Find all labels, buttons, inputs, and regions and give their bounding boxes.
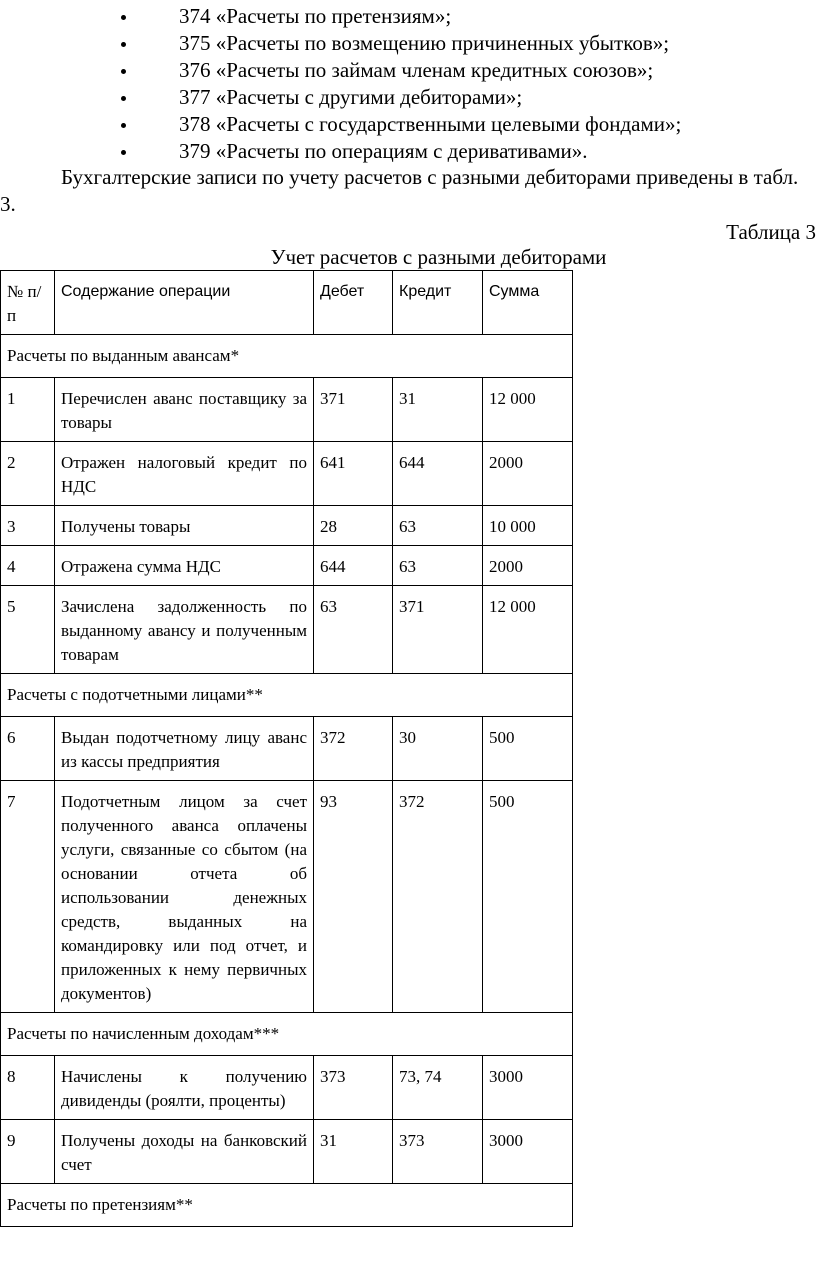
intro-paragraph: Бухгалтерские записи по учету расчетов с разными дебиторами приведены в табл. 3.	[0, 165, 799, 216]
header-num: № п/п	[1, 271, 55, 335]
cell-content: Получены товары	[55, 506, 314, 546]
cell-debit: 371	[314, 378, 393, 442]
table-row	[1, 1056, 573, 1120]
header-debit: Дебет	[314, 271, 393, 335]
settlements-table	[0, 270, 573, 1227]
table-row	[1, 781, 573, 1013]
cell-content: Выдан подотчетному лицу аванс из кассы предприятия	[55, 717, 314, 781]
cell-debit: 93	[314, 781, 393, 1013]
bullet-dot-icon	[121, 69, 126, 74]
bullet-dot-icon	[121, 42, 126, 47]
cell-credit: 63	[393, 506, 483, 546]
cell-credit: 63	[393, 546, 483, 586]
cell-debit: 63	[314, 586, 393, 674]
list-item: 374 «Расчеты по претензиям»;	[0, 3, 816, 30]
cell-content: Начислены к получению дивиденды (роялти, проценты)	[55, 1056, 314, 1120]
table-row	[1, 586, 573, 674]
table-row	[1, 546, 573, 586]
header-content: Содержание операции	[55, 271, 314, 335]
header-credit: Кредит	[393, 271, 483, 335]
group-row	[1, 335, 573, 378]
cell-sum: 2000	[483, 442, 573, 506]
cell-sum: 2000	[483, 546, 573, 586]
table-row	[1, 506, 573, 546]
cell-content: Подотчетным лицом за счет полученного аванса оплачены услуги, связанные со сбытом (на основании отчета об использовании денежных средств, выданных на командировку или под отчет, и приложенных к нему первичных документов)	[55, 781, 314, 1013]
cell-content: Перечислен аванс поставщику за товары	[55, 378, 314, 442]
group-title: Расчеты с подотчетными лицами**	[1, 674, 573, 717]
table-row	[1, 1120, 573, 1184]
cell-sum: 3000	[483, 1120, 573, 1184]
table-caption: Таблица 3	[726, 220, 816, 244]
cell-debit: 28	[314, 506, 393, 546]
table-row	[1, 378, 573, 442]
cell-num: 2	[1, 442, 55, 506]
cell-num: 6	[1, 717, 55, 781]
cell-num: 1	[1, 378, 55, 442]
list-item: 375 «Расчеты по возмещению причиненных убытков»;	[0, 30, 816, 57]
group-row	[1, 674, 573, 717]
list-item: 376 «Расчеты по займам членам кредитных союзов»;	[0, 57, 816, 84]
cell-num: 4	[1, 546, 55, 586]
group-row	[1, 1013, 573, 1056]
cell-debit: 372	[314, 717, 393, 781]
bullet-dot-icon	[121, 150, 126, 155]
list-item: 378 «Расчеты с государственными целевыми фондами»;	[0, 111, 816, 138]
group-title: Расчеты по начисленным доходам***	[1, 1013, 573, 1056]
cell-credit: 73, 74	[393, 1056, 483, 1120]
cell-credit: 372	[393, 781, 483, 1013]
group-title: Расчеты по претензиям**	[1, 1184, 573, 1227]
cell-debit: 373	[314, 1056, 393, 1120]
table-header-row	[1, 271, 573, 335]
cell-num: 8	[1, 1056, 55, 1120]
table-row	[1, 442, 573, 506]
list-item: 379 «Расчеты по операциям с деривативами».	[0, 138, 816, 165]
cell-content: Отражен налоговый кредит по НДС	[55, 442, 314, 506]
cell-credit: 371	[393, 586, 483, 674]
cell-sum: 500	[483, 717, 573, 781]
cell-content: Получены доходы на банковский счет	[55, 1120, 314, 1184]
cell-sum: 12 000	[483, 586, 573, 674]
cell-debit: 31	[314, 1120, 393, 1184]
table-body	[1, 335, 573, 1227]
cell-num: 7	[1, 781, 55, 1013]
cell-sum: 12 000	[483, 378, 573, 442]
cell-num: 9	[1, 1120, 55, 1184]
cell-sum: 10 000	[483, 506, 573, 546]
list-item: 377 «Расчеты с другими дебиторами»;	[0, 84, 816, 111]
cell-credit: 30	[393, 717, 483, 781]
bullet-dot-icon	[121, 123, 126, 128]
cell-debit: 641	[314, 442, 393, 506]
cell-credit: 644	[393, 442, 483, 506]
header-sum: Сумма	[483, 271, 573, 335]
cell-sum: 3000	[483, 1056, 573, 1120]
cell-debit: 644	[314, 546, 393, 586]
cell-sum: 500	[483, 781, 573, 1013]
group-row	[1, 1184, 573, 1227]
cell-credit: 373	[393, 1120, 483, 1184]
account-list	[0, 3, 816, 165]
table-row	[1, 717, 573, 781]
cell-content: Отражена сумма НДС	[55, 546, 314, 586]
cell-num: 5	[1, 586, 55, 674]
cell-credit: 31	[393, 378, 483, 442]
bullet-dot-icon	[121, 96, 126, 101]
table-title: Учет расчетов с разными дебиторами	[270, 245, 607, 269]
cell-content: Зачислена задолженность по выданному авансу и полученным товарам	[55, 586, 314, 674]
group-title: Расчеты по выданным авансам*	[1, 335, 573, 378]
cell-num: 3	[1, 506, 55, 546]
bullet-dot-icon	[121, 15, 126, 20]
